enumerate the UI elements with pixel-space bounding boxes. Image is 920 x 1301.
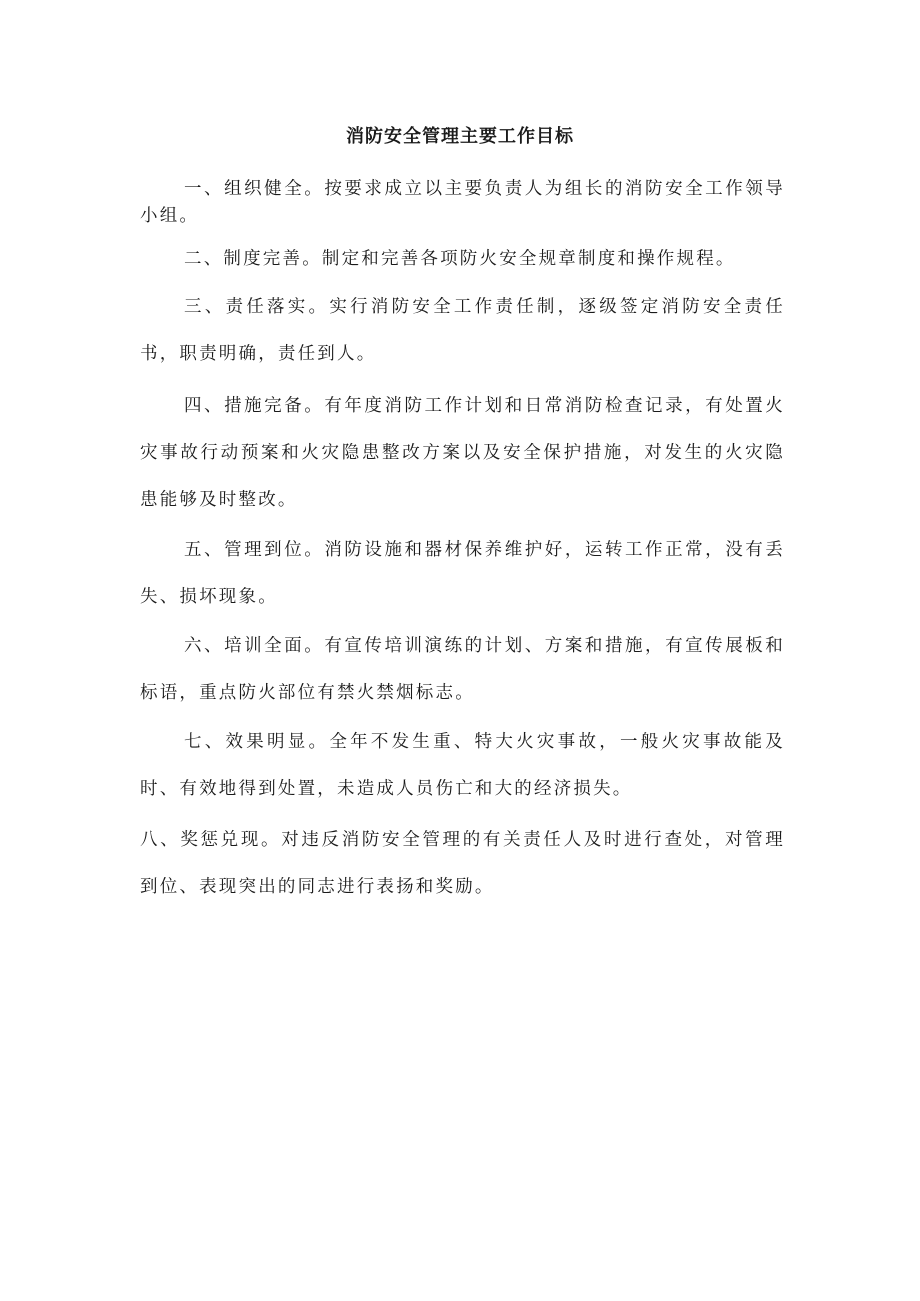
paragraph-4-measures: 四、措施完备。有年度消防工作计划和日常消防检查记录，有处置火灾事故行动预案和火灾隐患整改方案以及安全保护措施，对发生的火灾隐患能够及时整改。 — [140, 396, 785, 510]
paragraph-2-system: 二、制度完善。制定和完善各项防火安全规章制度和操作规程。 — [184, 249, 736, 269]
paragraph-8-rewards: 八、奖惩兑现。对违反消防安全管理的有关责任人及时进行查处，对管理到位、表现突出的同志进行表扬和奖励。 — [140, 830, 785, 897]
paragraph-7-results: 七、效果明显。全年不发生重、特大火灾事故，一般火灾事故能及时、有效地得到处置，未造成人员伤亡和大的经济损失。 — [140, 732, 785, 799]
paragraph-3-responsibility: 三、责任落实。实行消防安全工作责任制，逐级签定消防安全责任书，职责明确，责任到人。 — [140, 297, 785, 364]
paragraph-6-training: 六、培训全面。有宣传培训演练的计划、方案和措施，有宣传展板和标语，重点防火部位有禁火禁烟标志。 — [140, 636, 785, 703]
paragraph-1-organization: 一、组织健全。按要求成立以主要负责人为组长的消防安全工作领导小组。 — [140, 179, 785, 226]
paragraph-5-management: 五、管理到位。消防设施和器材保养维护好，运转工作正常，没有丢失、损坏现象。 — [140, 540, 785, 607]
document-title: 消防安全管理主要工作目标 — [346, 126, 574, 147]
